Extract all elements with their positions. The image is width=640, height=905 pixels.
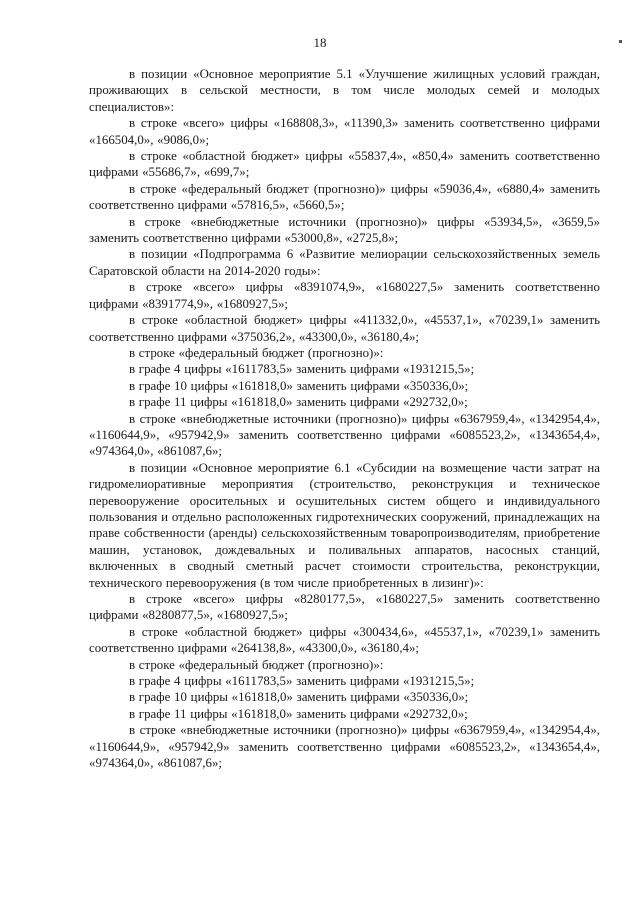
paragraph: в графе 11 цифры «161818,0» заменить цифрами «292732,0»; xyxy=(129,395,468,410)
paragraph: в позиции «Подпрограмма 6 «Развитие мелиорации сельскохозяйственных земель Саратовской области на 2014-2020 годы»: xyxy=(89,247,600,278)
page-number: 18 xyxy=(313,35,327,50)
paragraph: в строке «внебюджетные источники (прогнозно)» цифры «6367959,4», «1342954,4», «1160644,9», «957942,9» заменить соответственно цифрами «6085523,2», «1343654,4», «974364,0», «861087,6»; xyxy=(89,723,600,771)
paragraph: в графе 4 цифры «1611783,5» заменить цифрами «1931215,5»; xyxy=(129,674,475,689)
paragraph: в строке «всего» цифры «8280177,5», «1680227,5» заменить соответственно цифрами «8280877,5», «1680927,5»; xyxy=(89,592,600,623)
paragraph: в графе 4 цифры «1611783,5» заменить цифрами «1931215,5»; xyxy=(129,362,475,377)
paragraph: в строке «всего» цифры «168808,3», «11390,3» заменить соответственно цифрами «166504,0», «9086,0»; xyxy=(89,116,600,147)
paragraph: в графе 10 цифры «161818,0» заменить цифрами «350336,0»; xyxy=(129,378,469,393)
paragraph: в позиции «Основное мероприятие 5.1 «Улучшение жилищных условий граждан, проживающих в сельской местности, в том числе молодых семей и молодых специалистов»: xyxy=(89,67,600,114)
paragraph: в строке «федеральный бюджет (прогнозно)» цифры «59036,4», «6880,4» заменить соответственно цифрами «57816,5», «5660,5»; xyxy=(89,181,600,213)
scan-mark xyxy=(619,40,622,43)
paragraph: в строке «областной бюджет» цифры «411332,0», «45537,1», «70239,1» заменить соответственно цифрами «375036,2», «43300,0», «36180,4»; xyxy=(89,313,600,344)
paragraph: в позиции «Основное мероприятие 6.1 «Субсидии на возмещение части затрат на гидромелиоративные мероприятия (строительство, реконструкция и техническое перевооружение оросительных и осушительных систем общего и индивидуального пользования и отдельно расположенных гидротехнических сооружений, принадлежащих на праве собственности (аренды) сельскохозяйственным товаропроизводителям, приобретение машин, установок, дождевальных и поливальных аппаратов, насосных станций, включенных в сводный сметный расчет стоимости строительства, реконструкции, технического перевооружения (в том числе приобретенных в лизинг)»: xyxy=(89,460,600,590)
document-body xyxy=(89,66,600,771)
paragraph: в строке «областной бюджет» цифры «55837,4», «850,4» заменить соответственно цифрами «55686,7», «699,7»; xyxy=(89,149,600,180)
paragraph: в строке «всего» цифры «8391074,9», «1680227,5» заменить соответственно цифрами «8391774,9», «1680927,5»; xyxy=(89,280,600,311)
paragraph: в строке «внебюджетные источники (прогнозно)» цифры «53934,5», «3659,5» заменить соответственно цифрами «53000,8», «2725,8»; xyxy=(89,214,600,246)
paragraph: в строке «федеральный бюджет (прогнозно)»: xyxy=(129,345,384,360)
paragraph: в строке «внебюджетные источники (прогнозно)» цифры «6367959,4», «1342954,4», «1160644,9», «957942,9» заменить соответственно цифрами «6085523,2», «1343654,4», «974364,0», «861087,6»; xyxy=(89,411,600,459)
paragraph: в графе 10 цифры «161818,0» заменить цифрами «350336,0»; xyxy=(129,690,469,705)
paragraph: в графе 11 цифры «161818,0» заменить цифрами «292732,0»; xyxy=(129,706,468,721)
paragraph: в строке «федеральный бюджет (прогнозно)»: xyxy=(129,657,384,672)
paragraph: в строке «областной бюджет» цифры «300434,6», «45537,1», «70239,1» заменить соответственно цифрами «264138,8», «43300,0», «36180,4»; xyxy=(89,624,600,656)
